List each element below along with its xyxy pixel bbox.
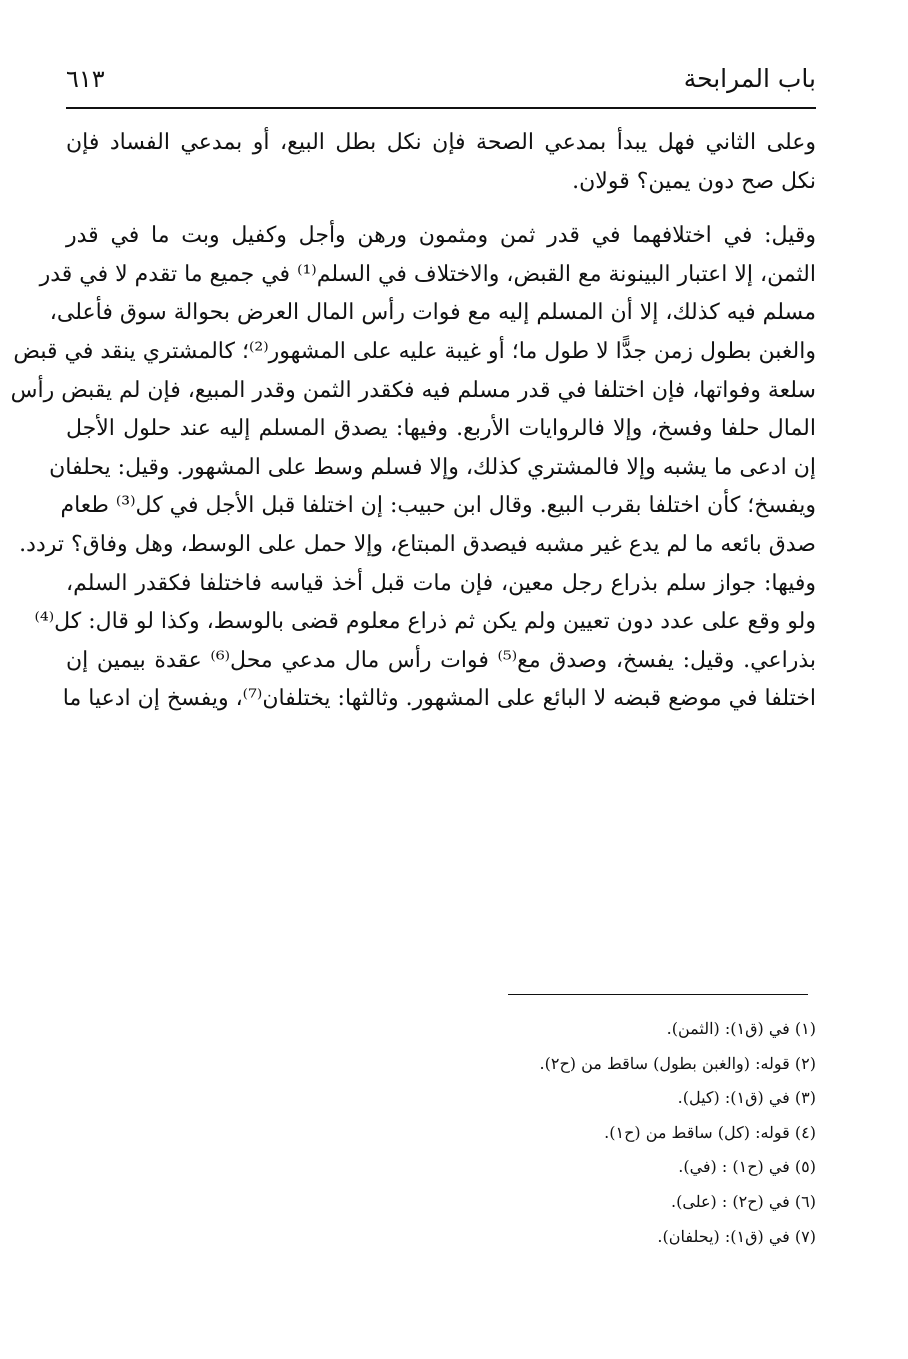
header-rule <box>66 107 816 109</box>
footnote: (٣) في (ق١): (كيل). <box>677 1088 816 1108</box>
body-line: وقيل: في اختلافهما في قدر ثمن ومثمون ورهن وأجل وكفيل وبت ما في قدر <box>66 223 816 249</box>
footnote: (٤) قوله: (كل) ساقط من (ح١). <box>604 1122 816 1142</box>
body-line: وعلى الثاني فهل يبدأ بمدعي الصحة فإن نكل بطل البيع، أو بمدعي الفساد فإن <box>66 130 816 155</box>
page-header <box>66 62 816 96</box>
footnotes <box>416 1012 816 1254</box>
body-line: إن ادعى ما يشبه وإلا فالمشتري كذلك، وإلا فسلم وسط على المشهور. وقيل: يحلفان <box>49 454 816 480</box>
body-line: اختلفا في موضع قبضه لا البائع على المشهور. وثالثها: يختلفان⁽⁷⁾، ويفسخ إن ادعيا ما <box>62 686 816 712</box>
body-line: وفيها: جواز سلم بذراع رجل معين، فإن مات قبل أخذ قياسه فاختلفا فكقدر السلم، <box>66 570 816 596</box>
footnote: (٥) في (ح١) : (في). <box>678 1157 816 1177</box>
footnote: (٦) في (ح٢) : (على). <box>671 1191 816 1211</box>
body-line: المال حلفا وفسخ، وإلا فالروايات الأربع. وفيها: يصدق المسلم إليه عند حلول الأجل <box>66 416 816 442</box>
body-line: نكل صح دون يمين؟ قولان. <box>572 168 816 194</box>
footnote: (١) في (ق١): (الثمن). <box>666 1019 816 1038</box>
body-line: صدق بائعه ما لم يدع غير مشبه فيصدق المبتاع، وإلا حمل على الوسط، وهل وفاق؟ تردد. <box>19 531 816 557</box>
footnote: (٧) في (ق١): (يحلفان). <box>657 1226 816 1246</box>
body-line: والغبن بطول زمن جدًّا لا طول ما؛ أو غيبة عليه على المشهور⁽²⁾؛ كالمشتري ينقد في قبض <box>13 338 816 364</box>
body-line: الثمن، إلا اعتبار البينونة مع القبض، والاختلاف في السلم⁽¹⁾ في جميع ما تقدم لا في قدر <box>39 261 816 287</box>
paragraph <box>10 217 817 719</box>
body-line: سلعة وفواتها، فإن اختلفا في قدر مسلم فيه فكقدر الثمن وقدر المبيع، فإن لم يقبض رأس <box>10 377 816 403</box>
body-line: ولو وقع على عدد دون تعيين ولم يكن ثم ذراع معلوم قضى بالوسط، وكذا لو قال: كل⁽⁴⁾ <box>34 609 816 635</box>
footnote: (٢) قوله: (والغبن بطول) ساقط من (ح٢). <box>539 1053 816 1073</box>
body-line: ويفسخ؛ كأن اختلفا بقرب البيع. وقال ابن حبيب: إن اختلفا قبل الأجل في كل⁽³⁾ طعام <box>60 493 816 519</box>
body-line: مسلم فيه كذلك، إلا أن المسلم إليه مع فوات رأس المال العرض بحوالة سوق فأعلى، <box>49 300 816 326</box>
body-text <box>10 124 817 719</box>
running-title: باب المرابحة <box>683 64 816 93</box>
paragraph-gap <box>66 201 816 217</box>
body-line: بذراعي. وقيل: يفسخ، وصدق مع⁽⁵⁾ فوات رأس مال مدعي محل⁽⁶⁾ عقدة بيمين إن <box>66 647 817 673</box>
page-number: ٦١٣ <box>66 65 105 93</box>
footnote-rule <box>508 994 808 995</box>
paragraph <box>66 124 816 201</box>
